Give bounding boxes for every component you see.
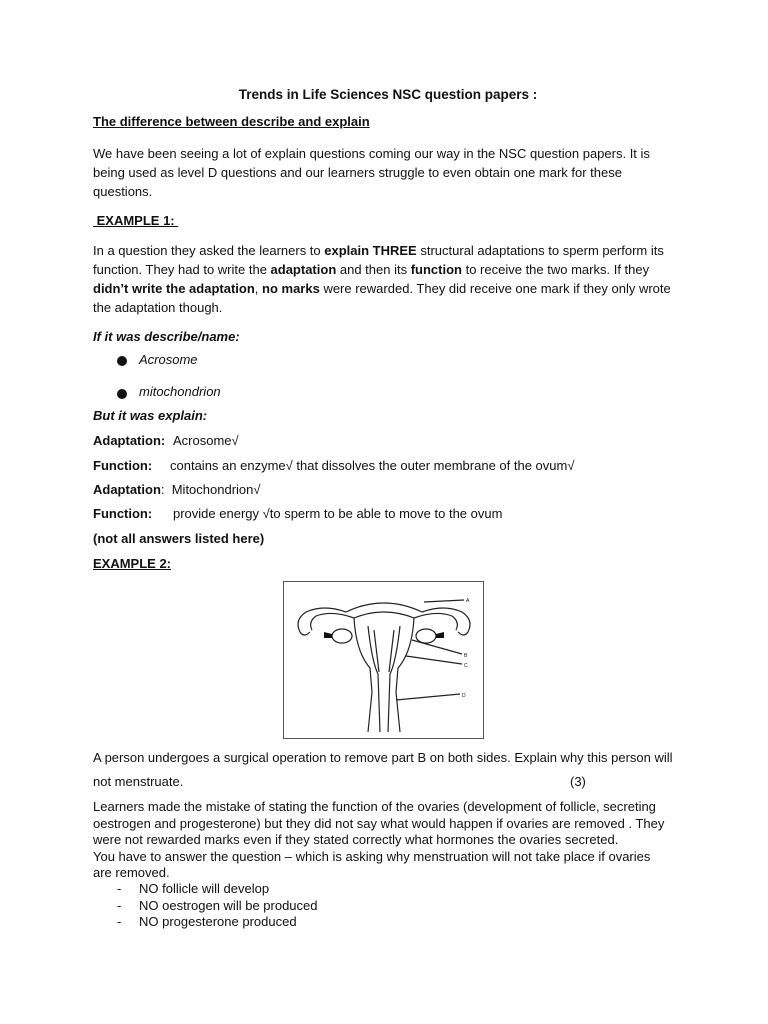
row-text-enzyme: contains an enzyme√ that dissolves the outer membrane of the ovum√ bbox=[170, 458, 575, 473]
question-line-1: A person undergoes a surgical operation to remove part B on both sides. Explain why this person will bbox=[93, 750, 673, 765]
section-subtitle: The difference between describe and explain bbox=[93, 114, 370, 129]
feedback-line: are removed. bbox=[93, 865, 170, 880]
diagram-label-b: B bbox=[464, 653, 468, 659]
bullet-item-acrosome: Acrosome bbox=[139, 352, 198, 367]
text-run-bold: adaptation bbox=[270, 262, 337, 277]
example-1-heading: EXAMPLE 1: bbox=[93, 213, 179, 228]
diagram-label-a: A bbox=[466, 598, 470, 604]
feedback-line: Learners made the mistake of stating the function of the ovaries (development of follicle, secreting bbox=[93, 799, 656, 814]
dash-bullet-icon: - bbox=[117, 881, 122, 896]
row-text-energy: provide energy √to sperm to be able to move to the ovum bbox=[173, 506, 503, 521]
answer-item: NO oestrogen will be produced bbox=[139, 897, 318, 913]
bullet-icon bbox=[117, 356, 127, 366]
page-title: Trends in Life Sciences NSC question papers : bbox=[238, 87, 538, 102]
question-marks: (3) bbox=[570, 774, 586, 789]
uterus-diagram bbox=[283, 581, 484, 739]
text-run: and then its bbox=[336, 262, 411, 277]
text-run-bold: function bbox=[410, 262, 462, 277]
text-run: were rewarded. They did receive one mark if they only wrote the adaptation though. bbox=[93, 281, 671, 315]
explain-label: But it was explain: bbox=[93, 408, 208, 423]
row-label-function: Function: bbox=[93, 458, 153, 473]
text-run-bold: no marks bbox=[262, 281, 320, 296]
reproductive-system-illustration bbox=[284, 582, 483, 738]
row-label-adaptation: Adaptation: bbox=[93, 433, 166, 448]
describe-label: If it was describe/name: bbox=[93, 329, 240, 344]
row-label-adaptation: Adaptation bbox=[93, 482, 161, 497]
feedback-line: were not rewarded marks even if they stated correctly what hormones the ovaries secreted. bbox=[93, 832, 619, 847]
diagram-label-d: D bbox=[462, 693, 466, 699]
example-1-paragraph bbox=[93, 241, 683, 317]
text-run: In a question they asked the learners to bbox=[93, 243, 325, 258]
bullet-icon bbox=[117, 389, 127, 399]
answer-item: NO progesterone produced bbox=[139, 914, 297, 929]
example-2-heading: EXAMPLE 2: bbox=[93, 556, 172, 571]
feedback-line: You have to answer the question – which is asking why menstruation will not take place if ovaries bbox=[93, 848, 651, 864]
diagram-label-c: C bbox=[464, 663, 468, 669]
row-text-acrosome: Acrosome√ bbox=[173, 433, 239, 448]
feedback-line: oestrogen and progesterone) but they did not say what would happen if ovaries are removed . They bbox=[93, 815, 665, 831]
text-run-bold: explain THREE bbox=[324, 243, 417, 258]
note-text: (not all answers listed here) bbox=[93, 531, 265, 546]
text-run: structural adaptations to sperm perform its function. They had to write the bbox=[93, 243, 664, 277]
question-line-2: not menstruate. bbox=[93, 774, 184, 789]
bullet-item-mitochondrion: mitochondrion bbox=[139, 384, 221, 399]
intro-paragraph: We have been seeing a lot of explain questions coming our way in the NSC question papers. It is being used as level D questions and our learners struggle to even obtain one mark for these questions. bbox=[93, 146, 650, 199]
text-run: , bbox=[254, 281, 263, 296]
dash-bullet-icon: - bbox=[117, 897, 122, 913]
row-label-function: Function: bbox=[93, 506, 153, 521]
answer-item: NO follicle will develop bbox=[139, 881, 270, 896]
text-run-bold: didn’t write the adaptation bbox=[93, 281, 255, 296]
text-run: to receive the two marks. If they bbox=[461, 262, 650, 277]
row-text-mitochondrion: : Mitochondrion√ bbox=[160, 482, 261, 497]
dash-bullet-icon: - bbox=[117, 914, 122, 929]
row-adaptation-mitochondrion bbox=[93, 482, 261, 497]
